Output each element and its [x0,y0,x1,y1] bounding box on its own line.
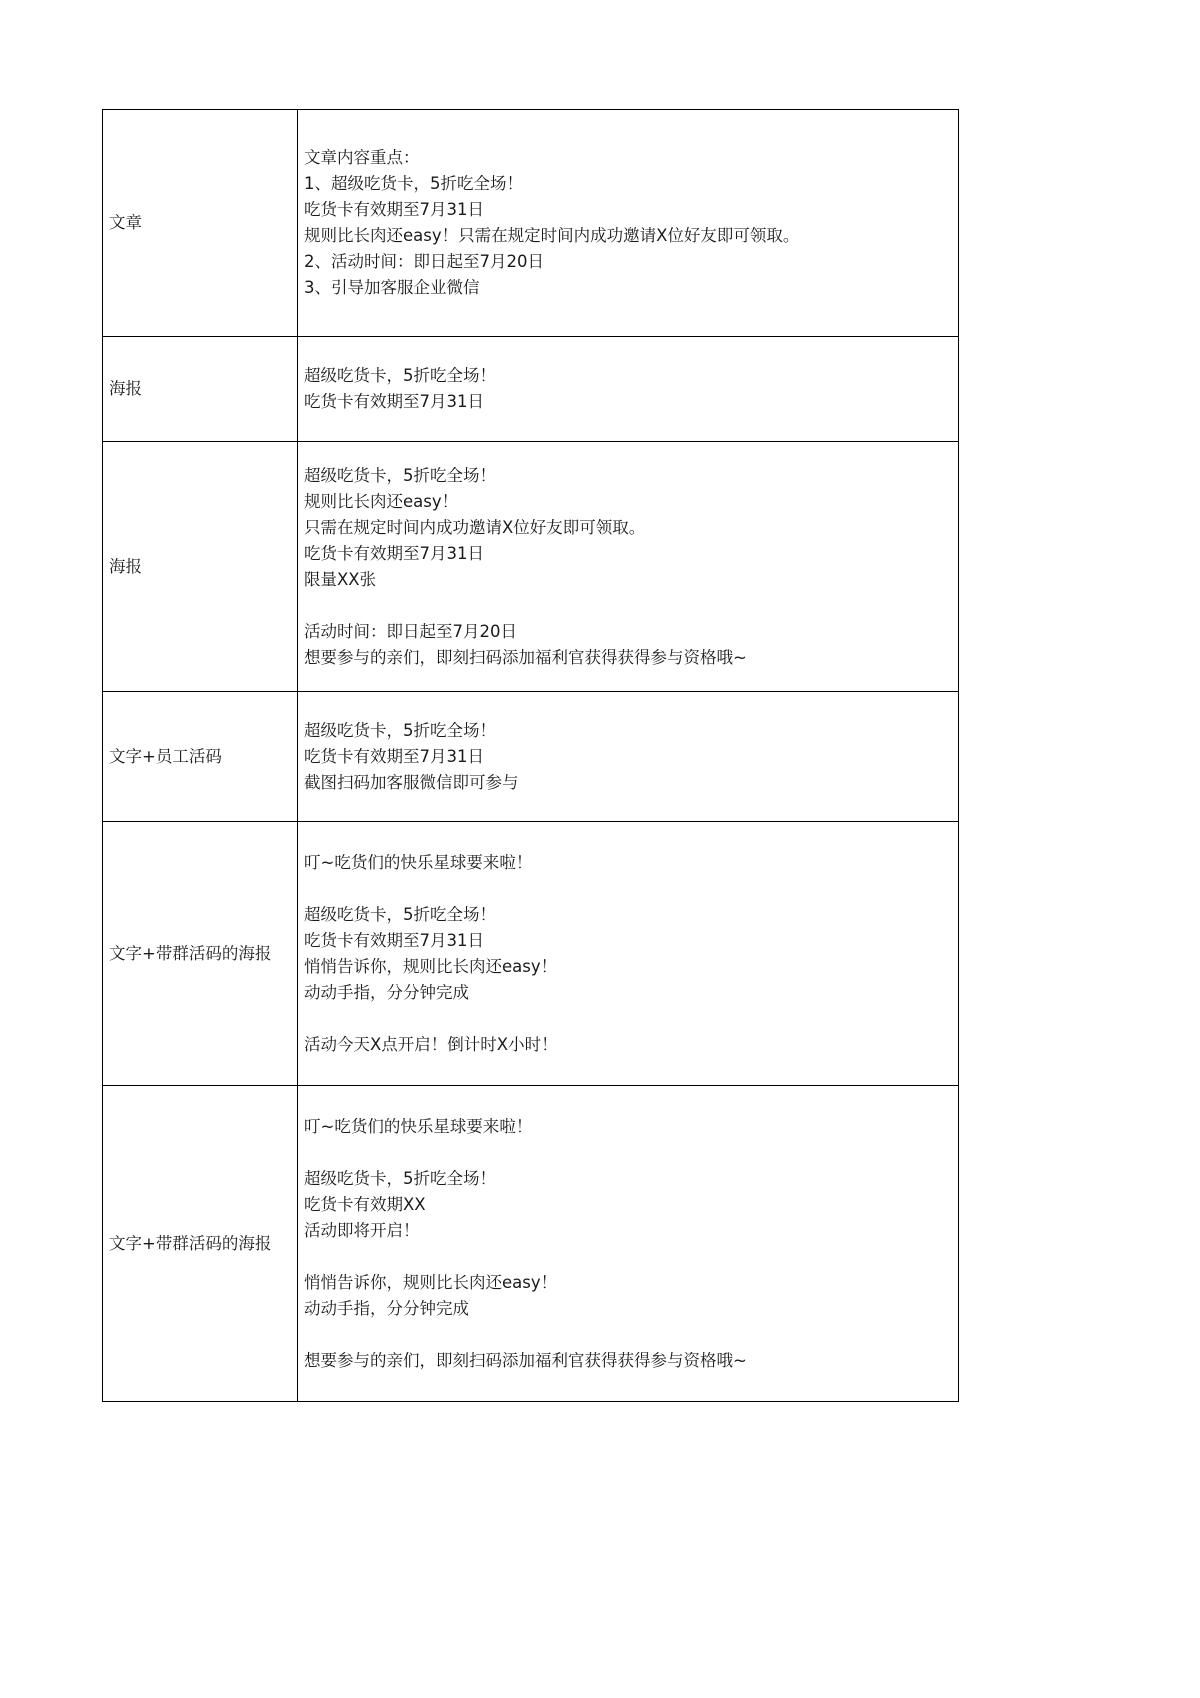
row-content-cell [298,822,959,1086]
row-content-cell [298,442,959,692]
content-line: 叮~吃货们的快乐星球要来啦！ [304,852,533,872]
table-row [103,1086,959,1402]
row-content-cell [298,110,959,337]
content-line: 吃货卡有效期至7月31日 [304,746,484,766]
content-line: 活动即将开启！ [304,1220,420,1240]
row-label-cell [103,692,298,822]
row-label-cell [103,1086,298,1402]
content-line: 规则比长肉还easy！ [304,491,459,511]
content-line: 限量XX张 [304,569,377,589]
content-line: 超级吃货卡，5折吃全场！ [304,366,496,385]
content-line: 超级吃货卡，5折吃全场！ [304,904,496,924]
content-line: 只需在规定时间内成功邀请X位好友即可领取。 [304,517,646,537]
row-label: 文字+带群活码的海报 [109,943,272,963]
row-label-cell [103,110,298,337]
row-content-cell [298,1086,959,1402]
content-line: 吃货卡有效期至7月31日 [304,930,484,950]
content-line: 截图扫码加客服微信即可参与 [304,772,519,792]
content-line: 2、活动时间：即日起至7月20日 [304,252,544,271]
row-label: 文字+员工活码 [109,746,222,766]
row-label-cell [103,337,298,442]
table-row [103,110,959,337]
content-line [304,1322,952,1348]
content-line: 活动时间：即日起至7月20日 [304,621,517,641]
table-row [103,337,959,442]
content-line: 想要参与的亲们，即刻扫码添加福利官获得获得参与资格哦~ [304,1350,747,1370]
content-line: 规则比长肉还easy！只需在规定时间内成功邀请X位好友即可领取。 [304,226,800,245]
row-label: 海报 [109,556,142,576]
row-label-cell [103,442,298,692]
content-line: 叮~吃货们的快乐星球要来啦！ [304,1116,533,1136]
row-label: 文章 [109,213,142,232]
content-line [304,876,952,902]
content-line: 吃货卡有效期至7月31日 [304,543,484,563]
content-line: 吃货卡有效期XX [304,1194,426,1214]
content-line: 超级吃货卡，5折吃全场！ [304,720,496,740]
row-label: 文字+带群活码的海报 [109,1233,272,1253]
content-table-body [103,110,959,1402]
content-line: 吃货卡有效期至7月31日 [304,200,484,219]
content-line: 超级吃货卡，5折吃全场！ [304,465,496,485]
table-row [103,442,959,692]
row-content-cell [298,692,959,822]
row-label: 海报 [109,379,142,398]
content-line: 动动手指，分分钟完成 [304,1298,469,1318]
content-line: 超级吃货卡，5折吃全场！ [304,1168,496,1188]
content-line: 吃货卡有效期至7月31日 [304,392,484,411]
content-table [102,109,959,1402]
content-line [304,1006,952,1032]
content-line: 文章内容重点： [304,148,420,167]
table-row [103,822,959,1086]
content-line: 活动今天X点开启！倒计时X小时！ [304,1034,558,1054]
content-line: 悄悄告诉你，规则比长肉还easy！ [304,1272,558,1292]
content-line [304,593,952,619]
table-row [103,692,959,822]
row-label-cell [103,822,298,1086]
content-line: 1、超级吃货卡，5折吃全场！ [304,174,523,193]
content-line [304,1140,952,1166]
content-line [304,1244,952,1270]
content-line: 3、引导加客服企业微信 [304,278,480,297]
row-content-cell [298,337,959,442]
content-line: 动动手指，分分钟完成 [304,982,469,1002]
content-line: 想要参与的亲们，即刻扫码添加福利官获得获得参与资格哦~ [304,647,747,667]
content-line: 悄悄告诉你，规则比长肉还easy！ [304,956,558,976]
